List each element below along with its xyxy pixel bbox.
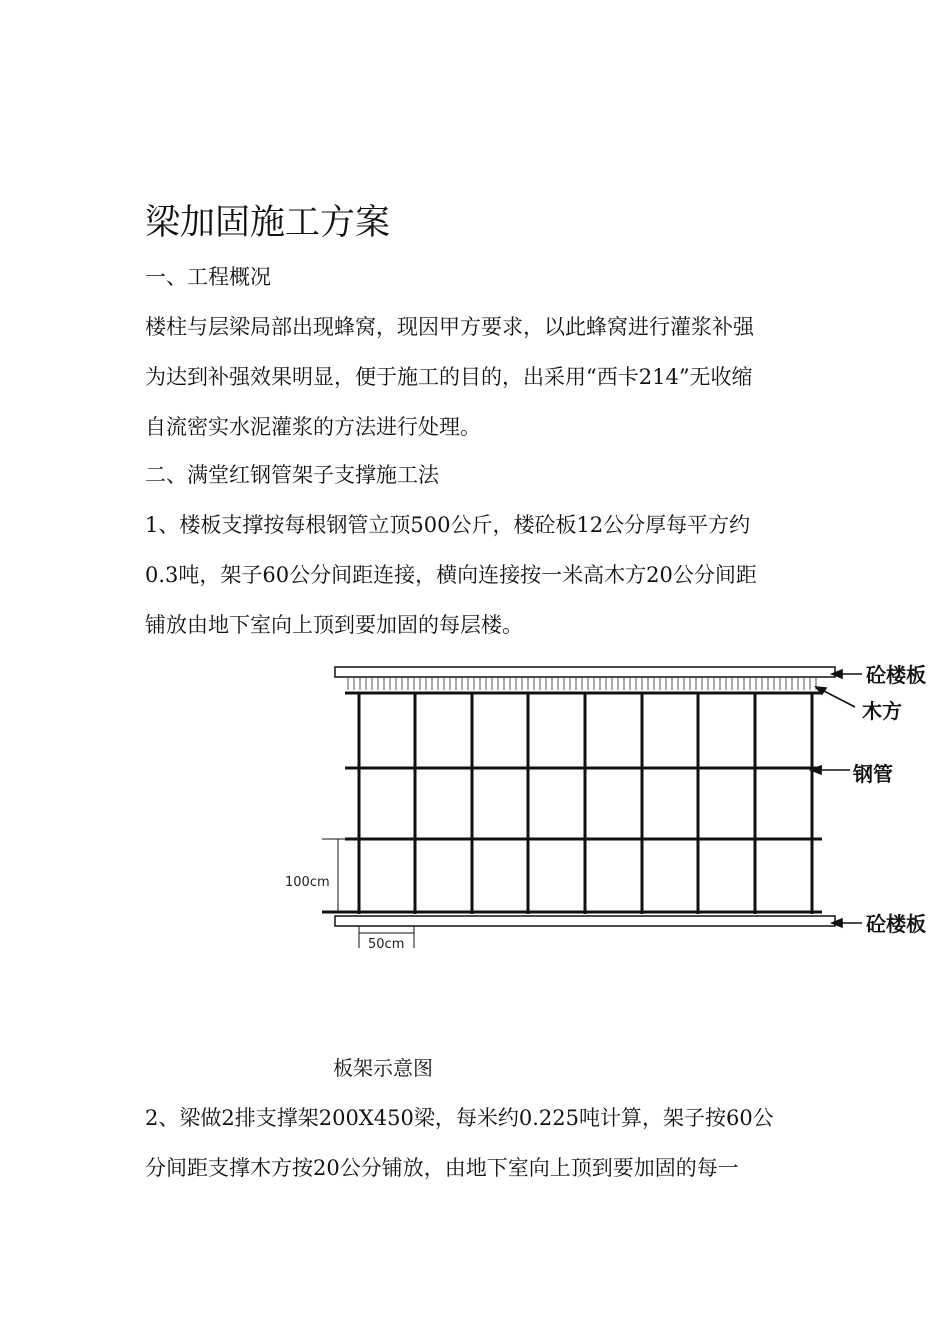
- bottom-slab: [335, 916, 835, 926]
- steel-pipe-frame: [322, 692, 822, 914]
- paragraph-line: 1、楼板支撑按每根钢管立顶500公斤，楼砼板12公分厚每平方约: [145, 513, 751, 537]
- timber-pointer: [822, 690, 855, 707]
- pipe-label: 钢管: [853, 762, 893, 786]
- section-heading-overview: 一、工程概况: [145, 265, 271, 289]
- timber-battens: [348, 678, 816, 690]
- width-dimension-label: 50cm: [368, 937, 405, 952]
- timber-label: 木方: [862, 699, 902, 723]
- section-heading-scaffold: 二、满堂红钢管架子支撑施工法: [145, 463, 439, 487]
- paragraph-line: 2、梁做2排支撑架200X450梁，每米约0.225吨计算，架子按60公: [145, 1106, 774, 1130]
- paragraph-line: 楼柱与层梁局部出现蜂窝，现因甲方要求，以此蜂窝进行灌浆补强: [145, 315, 754, 339]
- bottom-slab-label: 砼楼板: [866, 912, 926, 936]
- paragraph-line: 铺放由地下室向上顶到要加固的每层楼。: [145, 613, 523, 637]
- figure-caption: 板架示意图: [333, 1056, 433, 1080]
- document-title: 梁加固施工方案: [145, 203, 391, 243]
- top-slab-label: 砼楼板: [866, 663, 926, 687]
- paragraph-line: 为达到补强效果明显，便于施工的目的，出采用“西卡214”无收缩: [145, 365, 753, 389]
- scaffold-diagram: [0, 650, 950, 960]
- height-dimension-label: 100cm: [285, 875, 330, 890]
- paragraph-line: 自流密实水泥灌浆的方法进行处理。: [145, 415, 481, 439]
- paragraph-line: 0.3吨，架子60公分间距连接，横向连接按一米高木方20公分间距: [145, 563, 757, 587]
- top-slab: [335, 667, 835, 677]
- paragraph-line: 分间距支撑木方按20公分铺放，由地下室向上顶到要加固的每一: [145, 1156, 739, 1180]
